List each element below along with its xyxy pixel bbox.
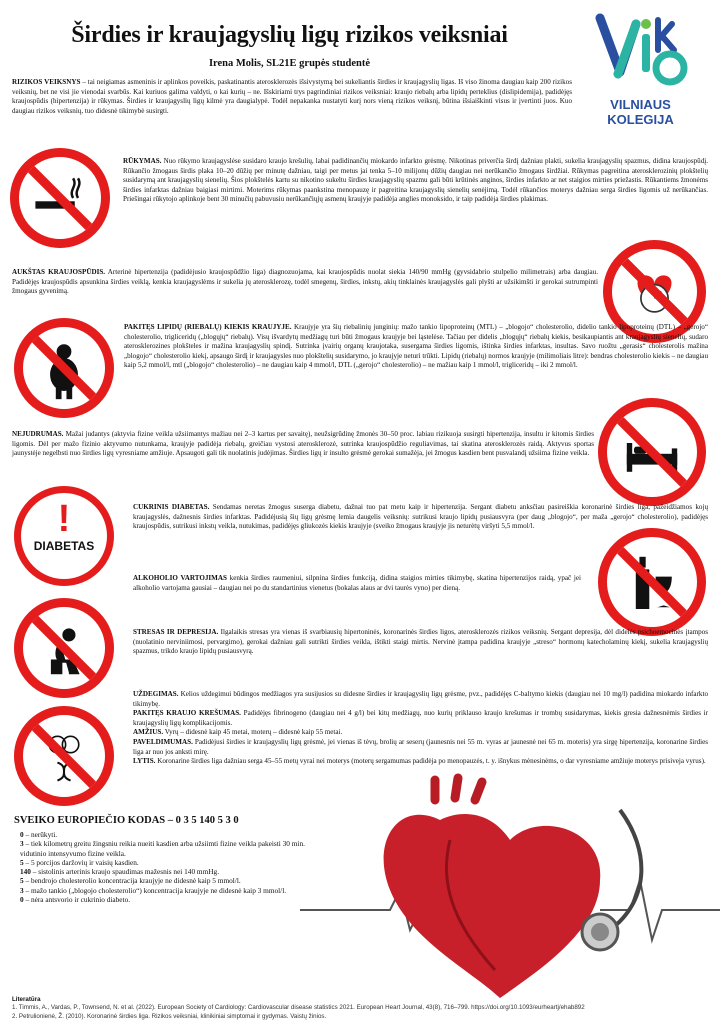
smoking-section: [123, 157, 708, 205]
other-factors-section: [133, 690, 708, 767]
heart-illustration: [300, 770, 720, 1010]
list-item: 5 – bendrojo cholesterolio koncentracija kraujyje ne didesnė kaip 5 mmol/l.: [20, 876, 241, 886]
inactivity-text: Mažai judantys (aktyvia fizine veikla užsiimantys mažiau nei 2–3 kartus per savaitę), neužsigrūdinę žmonės 30–50 proc. labiau rizikuoja susirgti hipertenzija, insultu ir kitomis širdies ligomis. Dėl per mažo fizinio aktyvumo nutunkama, kraujyje padidėja riebalų, greičiau vystosi aterosklerozė, sutrinka kraujospūdžio reguliavimas, tai skatina aterosklerozės raidą. Aktyvus sportas jaunystėje negelbsti nuo širdies ligų vyresniame amžiuje. Apsaugoti gali tik nuolatinis judėjimas. Širdies ligų ir insulto grėsmė gerokai sumažėja, jei žmogus kasdien bent pusvalandį užsiima fizine veikla.: [12, 430, 594, 458]
list-item: 0 – nėra antsvorio ir cukrinio diabeto.: [20, 895, 131, 905]
lipids-heading: PAKITĘS LIPIDŲ (RIEBALŲ) KIEKIS KRAUJYJE.: [124, 323, 292, 331]
no-heredity-sign-icon: [14, 706, 114, 806]
alcohol-section: [133, 574, 581, 593]
pressure-text: Arterinė hipertenzija (padidėjusio kraujospūdžio liga) diagnozuojama, kai kraujospūdis nuolat siekia 140/90 mmHg (gyvsidabrio stulpelio milimetrais) arba daugiau. Padidėjęs kraujospūdis apsunkina širdies veiklą, kenkia kraujagyslėms ir sukelia jų aterosklerozę, todėl smegenų, širdies, inkstų, akių tinklainės kraujagyslės gali plyšti ar užsikimšti ir gerokai sutrumpinti žmogaus gyvenimą.: [12, 268, 598, 296]
stress-text: Ilgalaikis stresas yra vienas iš svarbiausių hipertoninės, koronarinės širdies ligos, aterosklerozės rizikos veiksnių. Sergant depresija, dėl didelės psichoemocinės įtampos (nuolatinio nerviniimosi, pervargimo), gerokai dažniau gali sutrikti širdies veikla, ištikti staigi mirtis. Nervinė įtampa padidina kraujyje „streso“ hormonų katecholaminų kiekį, sukelia kraujagyslių spazmus, trikdo kraujo lipidų pusiausvyrą.: [133, 628, 708, 656]
reference-item: 1. Timmis, A., Vardas, P., Townsend, N. et al. (2022). European Society of Cardiology: Cardiovascular disease statistics 2021. European Heart Journal, 43(8), 716–799. https://doi.org/10.1093/eurheartj/ehab892: [12, 1004, 585, 1012]
diabetes-sign-label: DIABETAS: [33, 539, 95, 553]
eu-code-heading: SVEIKO EUROPIEČIO KODAS – 0 3 5 140 5 3 0: [14, 815, 239, 826]
lipids-section: [124, 323, 708, 371]
list-item: 5 – 5 porcijos daržovių ir vaisių kasdien.: [20, 857, 139, 867]
inflammation-heading: UŽDEGIMAS.: [133, 690, 179, 698]
no-obesity-sign-icon: [14, 318, 114, 418]
clotting-text: Padidėjęs fibrinogeno (daugiau nei 4 g/l) bei kitų medžiagų, nuo kurių priklauso kraujo krešumas ir trombų susidarymas, kiekis gresia dažnesnėmis širdies ir kraujagyslių ligų komplikacijomis.: [133, 709, 708, 727]
list-item: 140 – sistolinis arterinis kraujo spaudimas mažesnis nei 140 mmHg.: [20, 867, 220, 877]
no-alcohol-sign-icon: [598, 528, 706, 636]
heredity-heading: PAVELDIMUMAS.: [133, 737, 193, 746]
diabetes-sign: [14, 486, 114, 586]
intro-paragraph: [12, 78, 572, 116]
literature: [12, 996, 712, 1021]
list-item: 3 – tiek kilometrų greitu žingsniu reikia nueiti kasdien arba užsiimti fizine veikla pakeisti 30 min. vidutinio intensyvumo fizine veikla.: [20, 839, 305, 858]
intro-heading: RIZIKOS VEIKSNYS: [12, 78, 81, 86]
clotting-heading: PAKITĘS KRAUJO KREŠUMAS.: [133, 709, 241, 718]
intro-text: – tai neigiamas asmeninis ir aplinkos poveikis, paskatinantis aterosklerozės išsivystymą bei sukeliantis širdies ir kraujagyslių ligas. Iš viso žinoma daugiau kaip 200 rizikos veiksnių, bet ne visi jie vienodai svarbūs. Kai kuriuos galima valdyti, o kai kurių – ne. Išskiriami trys pagrindiniai rizikos veiksniai: kraujo riebalų arba lipidų perteklius (dislipidemija), padidėjęs kraujospūdis (hipertenzija) ir rūkymas. Širdies ir kraujagyslių ligų kilmė yra daugialypė. Todėl nepakanka nustatyti kurį nors vieną rizikos veiksnį, būtina išsiaiškinti visus ir įvertinti juos. Kuo daugiau rizikos veiksnių, tuo didesnė tikimybė susirgti.: [12, 78, 572, 115]
no-smoking-sign-icon: [10, 148, 110, 248]
reference-item: 2. Petrulionienė, Ž. (2010). Koronarinė širdies liga. Rizikos veiksniai, klinikiniai simptomai ir gydymas. Vaistų žinios.: [12, 1012, 327, 1020]
page-title: Širdies ir kraujagyslių ligų rizikos veiksniai: [71, 22, 508, 48]
list-item: 3 – mažo tankio („blogojo cholesterolio“) koncentracija kraujyje ne didesnė kaip 3 mmol/l.: [20, 885, 287, 895]
inflammation-text: Kelios uždegimui būdingos medžiagos yra susijusios su didesne širdies ir kraujagyslių ligų grėsme, pvz., padidėjęs C-baltymo kiekis (daugiau nei 10 mg/l) padidina miokardo infarkto tikimybę.: [133, 690, 708, 708]
age-text: Vyrų – didesnė kaip 45 metai, moterų – didesnė kaip 55 metai.: [163, 728, 343, 737]
no-stress-sign-icon: [14, 598, 114, 698]
inactivity-section: [12, 430, 594, 459]
diabetes-heading: CUKRINIS DIABETAS.: [133, 503, 210, 511]
no-bed-rest-sign-icon: [598, 398, 706, 506]
viko-monogram-icon: [588, 10, 708, 90]
smoking-text: Nuo rūkymo kraujagyslėse susidaro kraujo krešulių, labai padidinančių miokardo infarkto grėsmę. Nikotinas priverčia širdį dažniau plakti, sukelia kraujagyslių spazmus, didina kraujospūdį. Rūkančio žmogaus širdis plaka 10–20 dūžių per minutę dažniau, taigi per metus jai tenka 5–10 milijonų dūžių daugiau nei nerūkančio žmogaus širdžiai. Rūkymas pagreitina aterosklerozinių plokštelių susidarymą ant kraujagyslių sienelių. Šios plokštelės kartu su nikotino sukeltu širdies kraujagyslių spazmu gali būti krūtinės anginos, širdies infarkto ar net staigios mirties priežastis. Rūkantiems žmonėms širdies infarktas dažniau baigiasi mirtimi. Moterims rūkymas paankstina menopauzę ir pagreitina kraujagyslių sienelių senėjimą. Todėl rūkančios moterys dažniau serga širdies ligomis už nerūkančias. Priešingai rūkytojo aplinkoje bent 30 minučių pabuvusiu nerūkančiųjų asmenų kraujyje padidėja anglies monoksido, ir taip padidėja širdies plakimas.: [123, 157, 708, 204]
age-heading: AMŽIUS.: [133, 728, 164, 737]
pressure-section: [12, 268, 598, 297]
alcohol-heading: ALKOHOLIO VARTOJIMAS: [133, 574, 227, 582]
eu-code-list: [20, 830, 330, 904]
smoking-heading: RŪKYMAS.: [123, 157, 162, 165]
author-line: Irena Molis, SL21E grupės studentė: [208, 58, 371, 69]
lipids-text: Kraujyje yra šių riebalinių junginių: mažo tankio lipoproteinų (MTL) – „blogojo“ cholesterolio, didelio tankio lipoproteinų (DTL) – „gerojo“ cholesterolio, trigliceridų („blogųjų“ riebalų). Visų išvardytų medžiagų turi būti žmogaus kraujyje bei ląstelėse. Tačiau per didelis „blogųjų“ riebalų kiekis, besikaupiantis ant kraujagyslių sienelių, sudaro aterosklerozines plokšteles ir mažina kraujagyslių spindį. Sutrinka įvairių organų kraujotaka, susergama širdies ligomis, ištinka širdies infarktas, insultas. Savo ruožtu „gerasis“ cholesterolis mažina „blogojo“ cholesterolio kiekį, apsaugo širdį ir kraujagysles nuo plokštelių susidarymo, jo kraujyje neturi trūkti. Lipidų (riebalų) normos kraujyje (milimoliais litre): bendras cholesterolio kiekis – ne daugiau kaip 5,2 mmol/l, mtl („blogojo“ cholesterolio) – ne daugiau kaip 4 mmol/l, DTL („gerojo“ cholesterolio) – ne mažiau kaip 1 mmol/l, trigliceridų – iki 2 mmol/l.: [124, 323, 708, 370]
diabetes-text: Sendamas neretas žmogus suserga diabetu, dažnai tuo pat metu kaip ir hipertenzija. Sergant diabetu anksčiau pasireiškia koronarinė širdies liga, pažeidžiamos kojų kraujagyslės, dažnesnis širdies infarktas. Padidėjusią šių ligų grėsmę lemia daugelis veiksnių: sutrikusi kraujo lipidų pusiausvyra (per daug „blogojo“, per maža „gerojo“ cholesterolio), padidėjęs kraujospūdis, sutrikusi inkstų veikla, nutukimas, padidėjęs gliukozės kiekis kraujyje (sveiko žmogaus kraujyje jis neturėtų viršyti 5,5 mmol/l.: [133, 503, 708, 531]
stress-section: [133, 628, 708, 657]
alcohol-text: kenkia širdies raumeniui, silpnina širdies funkciją, didina staigios mirties tikimybę, skatina hipertenzijos raidą, ypač jei alkoholio vartojama gausiai – daugiau nei po du standartinius vienetus (bokalas alaus ar dvi taurės vyno) per dieną.: [133, 574, 582, 592]
diabetes-section: [133, 503, 708, 532]
logo-line-1: VILNIAUS: [610, 97, 671, 112]
pressure-heading: AUKŠTAS KRAUJOSPŪDIS.: [12, 268, 106, 276]
diabetes-exclaim-icon: !: [57, 498, 71, 540]
list-item: 0 – nerūkyti.: [20, 830, 58, 839]
heart-stethoscope-icon: [300, 770, 720, 1010]
heredity-text: Padidėjusi širdies ir kraujagyslių ligų grėsmė, jei vienas iš tėvų, brolių ar seserų (jaunesnis nei 55 m. vyras ar jaunesnė nei 65 m. moteris) yra sirgę hipertenzija, koronarine širdies liga ar nuo jos anksti mirę.: [133, 737, 708, 756]
logo-line-2: KOLEGIJA: [607, 112, 674, 127]
sex-heading: LYTIS.: [133, 757, 156, 766]
sex-text: Koronarine širdies liga dažniau serga 45–55 metų vyrai nei moterys (moterų sergamumas padidėja po menopauzės, t. y. išnykus mėnesinėms, o dar vyresniame amžiuje moterys prisiveja vyrus).: [155, 757, 706, 766]
literature-heading: Literatūra: [12, 996, 41, 1003]
viko-logo: [588, 10, 708, 128]
stress-heading: STRESAS IR DEPRESIJA.: [133, 628, 219, 636]
inactivity-heading: NEJUDRUMAS.: [12, 430, 64, 438]
